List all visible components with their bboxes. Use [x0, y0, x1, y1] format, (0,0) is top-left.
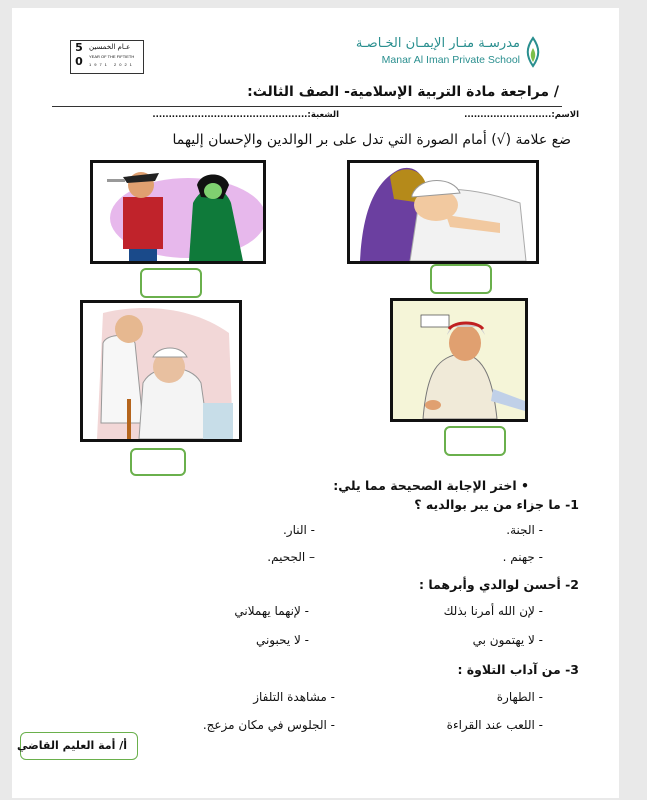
pushing-father-illustration: [393, 301, 525, 419]
teacher-name: أ/ أمة العليم القاضي: [17, 739, 127, 752]
q3-option-c[interactable]: - اللعب عند القراءة: [446, 718, 543, 732]
answer-box-3[interactable]: [444, 426, 506, 456]
school-name-arabic: مدرسـة منـار الإيمـان الخـاصـة: [355, 36, 520, 51]
q1-option-b[interactable]: - النار.: [282, 523, 315, 537]
teacher-name-box: [17, 732, 138, 760]
title-underline: [52, 106, 562, 107]
q1-option-d[interactable]: – الجحيم.: [267, 550, 315, 564]
name-field[interactable]: [464, 110, 579, 120]
q1-option-c[interactable]: - جهنم .: [502, 550, 543, 564]
q2-option-c[interactable]: - لا يهتمون بي: [472, 633, 543, 647]
q3-option-a[interactable]: - الطهارة: [496, 690, 543, 704]
badge-english-text: YEAR OF THE FIFTIETH: [89, 54, 135, 59]
helping-father-illustration: [83, 303, 239, 439]
kissing-hand-illustration: [350, 163, 536, 261]
q2-option-a[interactable]: - لإن الله أمرنا بذلك: [443, 604, 543, 618]
badge-years-text: 1971 2021: [89, 62, 135, 67]
question-1: 1- ما جزاء من يبر بوالديه ؟: [414, 497, 579, 512]
q1-option-a[interactable]: - الجنة.: [506, 523, 543, 537]
instruction-text: ضع علامة (√) أمام الصورة التي تدل على بر الوالدين والإحسان إليهما: [172, 132, 571, 148]
section-dots: ................................................: [152, 110, 308, 120]
q3-option-b[interactable]: - مشاهدة التلفاز: [253, 690, 335, 704]
name-dots: ...........................: [464, 110, 552, 120]
page-title: / مراجعة مادة التربية الإسلامية- الصف الثالث:: [247, 84, 559, 100]
answer-box-1[interactable]: [430, 264, 492, 294]
school-name-english: Manar Al Iman Private School: [381, 54, 520, 66]
q2-option-d[interactable]: - لا يحبوني: [255, 633, 309, 647]
section-label: الشعبة:: [307, 110, 339, 120]
name-label: الاسم:: [551, 110, 579, 120]
part2-instruction-text: اختر الإجابة الصحيحة مما يلي:: [333, 478, 517, 493]
q2-option-b[interactable]: - لإنهما يهملاني: [234, 604, 309, 618]
picture-kissing-hand: [347, 160, 539, 264]
badge-number: 5 0: [75, 41, 83, 68]
anniversary-badge: [70, 40, 144, 74]
answer-box-4[interactable]: [130, 448, 186, 476]
question-2: 2- أحسن لوالدي وأبرهما :: [418, 577, 579, 592]
worksheet-page: [12, 8, 619, 798]
flame-logo-icon: [524, 36, 542, 70]
smoking-son-illustration: [93, 163, 263, 261]
q3-option-d[interactable]: - الجلوس في مكان مزعج.: [202, 718, 335, 732]
picture-smoking-son: [90, 160, 266, 264]
question-3: 3- من آداب التلاوة :: [457, 662, 579, 677]
picture-pushing-father: [390, 298, 528, 422]
badge-arabic-text: عـام الخمسين: [89, 43, 131, 51]
school-logo: [355, 36, 542, 76]
answer-box-2[interactable]: [140, 268, 202, 298]
bullet-point: •: [521, 478, 529, 493]
picture-helping-father: [80, 300, 242, 442]
section-field[interactable]: [152, 110, 339, 120]
part2-instruction: [333, 478, 529, 493]
